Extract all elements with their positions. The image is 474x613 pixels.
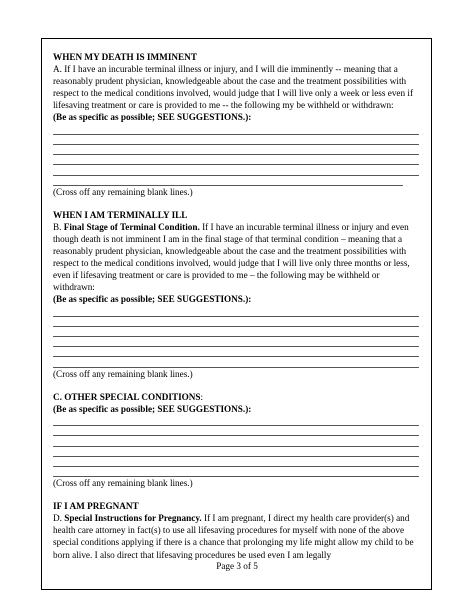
section-b-note: (Cross off any remaining blank lines.) <box>53 368 193 379</box>
blank-line[interactable] <box>53 176 403 186</box>
section-c-heading-block <box>53 391 419 403</box>
section-c-note: (Cross off any remaining blank lines.) <box>53 478 193 489</box>
blank-line[interactable] <box>53 135 419 145</box>
spacer <box>53 198 419 209</box>
directive-form-content <box>53 51 419 561</box>
section-c-blank-lines[interactable] <box>53 416 419 477</box>
section-b-blank-lines[interactable] <box>53 307 419 368</box>
blank-line[interactable] <box>53 467 419 477</box>
section-d-text: If I am pregnant, I direct my health care provider(s) and health care attorney in fact(s) to use all lifesaving procedures for myself with none of the above special conditions applying if there is a chance that prolonging my life might allow my child to be born alive. I also direct that lifesaving procedures be used even I am legally <box>53 513 414 560</box>
blank-line[interactable] <box>53 347 419 357</box>
spacer <box>53 380 419 391</box>
blank-line[interactable] <box>53 165 419 175</box>
section-b-heading: WHEN I AM TERMINALLY ILL <box>53 209 188 220</box>
blank-line[interactable] <box>53 426 419 436</box>
blank-line[interactable] <box>53 447 419 457</box>
section-a-heading: WHEN MY DEATH IS IMMINENT <box>53 52 197 62</box>
section-d-label: D. <box>53 513 65 524</box>
section-a-text: A. If I have an incurable terminal illness or injury, and I will die imminently -- meaning that a reasonably prudent physician, knowledgeable about the case and the treatment possibilities with respect to the medical conditions involved, would judge that I will live only a week or less even if lifesaving treatment or care is provided to me -- the following my be withheld or withdrawn: <box>53 64 414 111</box>
section-c-heading: C. OTHER SPECIAL CONDITIONS <box>53 391 201 402</box>
section-d-heading: IF I AM PREGNANT <box>53 501 139 512</box>
section-b-title: Final Stage of Terminal Condition. <box>63 221 200 232</box>
section-d-text-block <box>53 512 419 560</box>
section-d-title: Special Instructions for Pregnancy. <box>64 513 202 524</box>
page-number: Page 3 of 5 <box>216 561 258 571</box>
section-c-heading-suffix: : <box>200 391 204 402</box>
blank-line[interactable] <box>53 327 419 337</box>
blank-line[interactable] <box>53 337 419 347</box>
spacer <box>53 489 419 500</box>
blank-line[interactable] <box>53 436 419 446</box>
blank-line[interactable] <box>53 357 419 367</box>
section-c-instruction: (Be as specific as possible; SEE SUGGESTIONS.): <box>53 403 252 414</box>
section-b-instruction: (Be as specific as possible; SEE SUGGESTIONS.): <box>53 294 252 305</box>
section-a-instruction: (Be as specific as possible; SEE SUGGESTIONS.): <box>53 112 252 123</box>
section-a-blank-lines[interactable] <box>53 125 419 186</box>
section-b-label: B. <box>53 221 64 232</box>
blank-line[interactable] <box>53 125 419 135</box>
blank-line[interactable] <box>53 307 419 317</box>
blank-line[interactable] <box>53 416 419 426</box>
blank-line[interactable] <box>53 145 419 155</box>
blank-line[interactable] <box>53 155 419 165</box>
blank-line[interactable] <box>53 457 419 467</box>
section-b-text-block <box>53 221 419 294</box>
section-a-note: (Cross off any remaining blank lines.) <box>53 186 193 197</box>
blank-line[interactable] <box>53 317 419 327</box>
section-b-text: If I have an incurable terminal illness or injury and even though death is not imminent I am in the final stage of that terminal condition – meaning that a reasonably prudent physician, knowledgeable about the case and the treatment possibilities with respect to the medical conditions involved, would judge that I will live only three months or less, even if lifesaving treatment or care is provided to me – the following may be withheld or withdrawn: <box>53 221 410 293</box>
